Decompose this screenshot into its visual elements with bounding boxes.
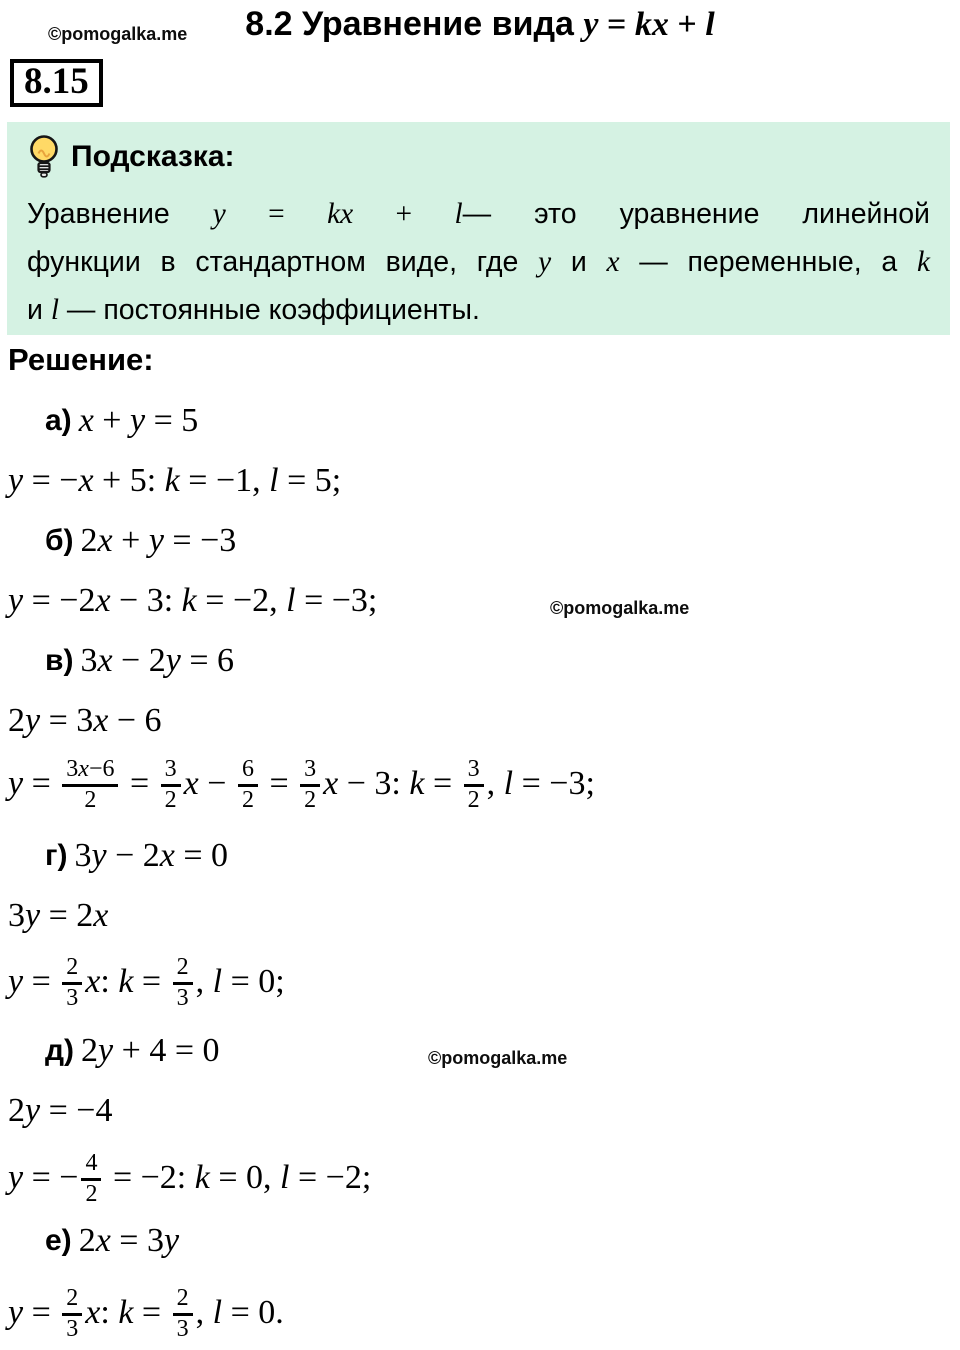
math-segment: 3y = 2x [8, 897, 109, 934]
fraction-denominator: 3 [66, 1315, 79, 1342]
fraction-numerator: 2 [62, 1286, 82, 1316]
solution-line-3 [8, 508, 236, 574]
math-segment: , l = 0; [195, 963, 285, 1000]
text-segment: и [551, 246, 607, 278]
text-segment: и [27, 294, 51, 326]
watermark-lower: ©pomogalka.me [428, 1048, 568, 1068]
page-title [0, 5, 960, 44]
item-label: б) [45, 524, 74, 557]
fraction-denominator: 2 [467, 786, 480, 813]
math-segment: y = kx + l [212, 198, 463, 230]
fraction [464, 757, 484, 814]
math-segment: y = − [8, 1159, 79, 1196]
solution-line-14 [8, 1208, 179, 1274]
solution-line-9 [8, 883, 108, 949]
watermark-top: ©pomogalka.me [48, 24, 188, 44]
math-segment: x: k = [85, 963, 170, 1000]
solution-line-7 [8, 751, 595, 817]
fraction-numerator: 2 [173, 955, 193, 985]
hint-line [27, 238, 930, 286]
solution-line-13 [8, 1145, 371, 1211]
fraction-numerator: 3 [300, 757, 320, 787]
fraction [62, 757, 118, 814]
math-segment: y = [8, 765, 60, 802]
fraction [173, 955, 193, 1012]
hint-line [27, 286, 930, 334]
fraction-denominator: 3 [176, 1315, 189, 1342]
text-segment: функции в стандартном виде, где [27, 246, 539, 278]
math-segment: x + y = 5 [78, 402, 199, 439]
fraction-numerator: 6 [238, 757, 258, 787]
hint-box [7, 122, 950, 335]
math-segment: 2y = 3x − 6 [8, 702, 162, 739]
math-segment: 3y − 2x = 0 [74, 837, 229, 874]
fraction [81, 1151, 101, 1208]
fraction [173, 1286, 193, 1343]
solution-line-12 [8, 1078, 112, 1144]
solution-heading: Решение: [8, 342, 154, 377]
solution-line-1 [8, 388, 198, 454]
solution-line-15 [8, 1280, 284, 1346]
page-title-text: 8.2 Уравнение вида [245, 5, 584, 43]
item-label: е) [45, 1224, 72, 1257]
hint-text [27, 190, 930, 334]
fraction [161, 757, 181, 814]
fraction [300, 757, 320, 814]
problem-number-badge: 8.15 [10, 59, 103, 107]
item-label: в) [45, 644, 74, 677]
fraction-numerator: 2 [173, 1286, 193, 1316]
math-segment: l [50, 294, 59, 326]
lightbulb-icon [27, 134, 61, 180]
fraction-denominator: 2 [241, 786, 254, 813]
fraction-numerator: 3 [161, 757, 181, 787]
item-label: д) [45, 1034, 75, 1067]
math-segment: y = −x + 5: k = −1, l = 5; [8, 462, 342, 499]
hint-line [27, 190, 930, 238]
watermark-middle: ©pomogalka.me [550, 598, 690, 618]
fraction-denominator: 2 [84, 786, 97, 813]
text-segment: — это уравнение линейной [462, 198, 930, 230]
math-segment: = −2: k = 0, l = −2; [104, 1159, 372, 1196]
item-label: г) [45, 839, 68, 872]
math-segment: y = [8, 1294, 60, 1331]
text-segment: Уравнение [27, 198, 213, 230]
math-segment: 2y = −4 [8, 1092, 113, 1129]
math-segment: 2x + y = −3 [80, 522, 237, 559]
hint-label: Подсказка: [71, 140, 235, 173]
fraction-numerator: 3 [464, 757, 484, 787]
text-segment: — переменные, а [619, 246, 917, 278]
math-segment: k [916, 246, 930, 278]
solution-line-10 [8, 949, 285, 1015]
page-title-math: y = kx + l [583, 6, 715, 43]
fraction-denominator: 2 [85, 1180, 98, 1207]
math-segment: = [260, 765, 298, 802]
math-segment: x: k = [85, 1294, 170, 1331]
hint-header [27, 134, 930, 180]
fraction-denominator: 2 [304, 786, 317, 813]
math-segment: 3x − 2y = 6 [80, 642, 234, 679]
solution-line-4 [8, 568, 377, 634]
solution-line-11 [8, 1018, 220, 1084]
fraction-numerator: 4 [81, 1151, 101, 1181]
fraction [62, 1286, 82, 1343]
math-segment: y = [8, 963, 60, 1000]
math-segment: , l = −3; [486, 765, 595, 802]
fraction-numerator: 3x−6 [62, 757, 118, 787]
fraction-denominator: 2 [164, 786, 177, 813]
solution-line-2 [8, 448, 341, 514]
fraction [238, 757, 258, 814]
math-segment: x [606, 246, 620, 278]
item-label: а) [45, 404, 72, 437]
fraction [62, 955, 82, 1012]
fraction-numerator: 2 [62, 955, 82, 985]
text-segment: — постоянные коэффициенты. [59, 294, 480, 326]
solution-line-5 [8, 628, 234, 694]
math-segment: 2x = 3y [78, 1222, 180, 1259]
solution-line-6 [8, 688, 162, 754]
math-segment: , l = 0. [195, 1294, 284, 1331]
math-segment: y [538, 246, 552, 278]
math-segment: 2y + 4 = 0 [81, 1032, 220, 1069]
math-segment: = [121, 765, 158, 802]
fraction-denominator: 3 [66, 984, 79, 1011]
fraction-denominator: 3 [176, 984, 189, 1011]
math-segment: y = −2x − 3: k = −2, l = −3; [8, 582, 378, 619]
math-segment: x − 3: k = [323, 765, 461, 802]
math-segment: x − [183, 765, 235, 802]
solution-line-8 [8, 823, 228, 889]
